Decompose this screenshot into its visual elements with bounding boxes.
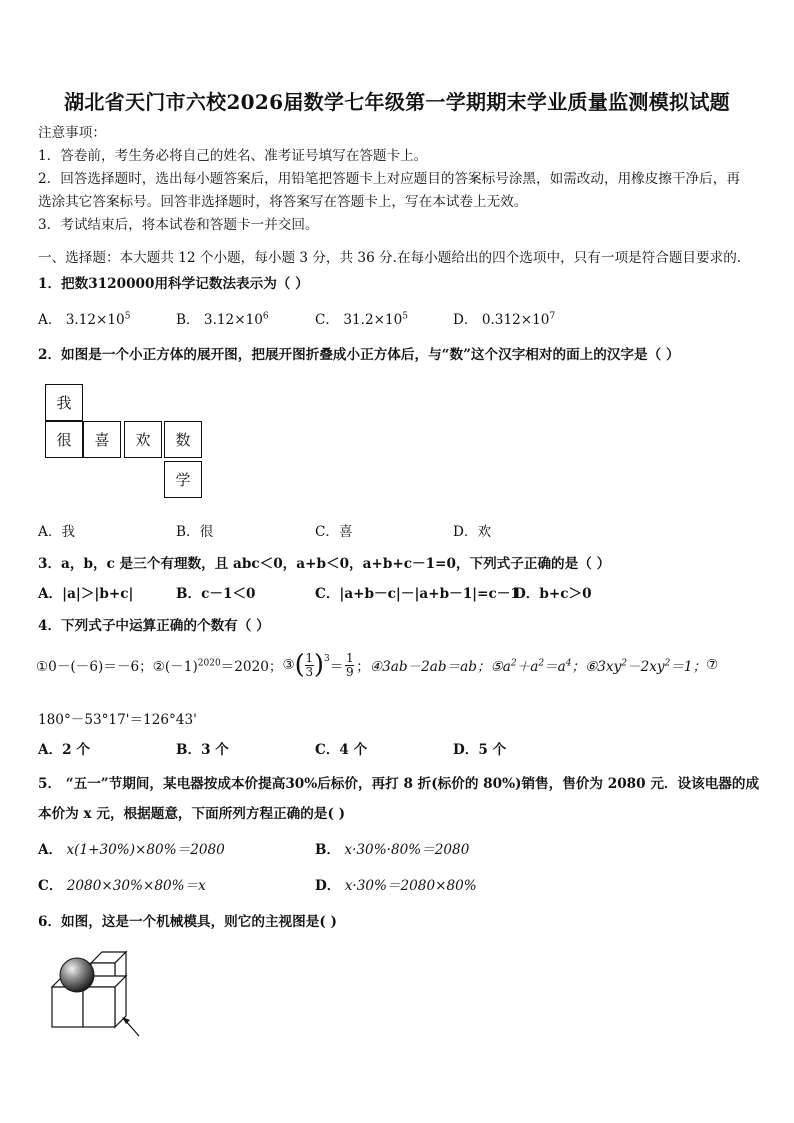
q5-stem-line-2: 本价为 x 元，根据题意，下面所列方程正确的是( ) <box>38 806 346 822</box>
option-exponent: 5 <box>124 311 131 322</box>
option-label: D． <box>315 878 341 894</box>
q5-option-b[interactable] <box>315 838 469 858</box>
q4-stem: 4．下列式子中运算正确的个数有（ ） <box>38 618 270 634</box>
q5-option-d[interactable] <box>315 874 477 894</box>
q4-option-d[interactable]: D．5 个 <box>453 742 507 758</box>
option-expr: x·30%＝2080×80% <box>344 878 477 894</box>
expr-5: $⑤a^2+a^2=a^4$； <box>490 658 586 675</box>
q3-option-a[interactable]: A．|a|＞|b+c| <box>38 586 134 602</box>
page-title: 湖北省天门市六校2026届数学七年级第一学期期末学业质量监测模拟试题 <box>64 90 730 114</box>
expr-4: ④3ab－2ab＝ab； <box>369 659 491 675</box>
q1-option-b[interactable] <box>176 308 269 328</box>
q3-option-d[interactable]: D．b+c＞0 <box>514 586 592 602</box>
notice-item-3: 3．考试结束后，将本试卷和答题卡一并交回。 <box>38 217 319 233</box>
net-cell: 很 <box>45 421 83 458</box>
option-expr: x(1+30%)×80%＝2080 <box>66 842 225 858</box>
option-exponent: 7 <box>549 311 556 322</box>
option-exponent: 6 <box>262 311 269 322</box>
q4-option-b[interactable]: B．3 个 <box>176 742 229 758</box>
expr-7: 180°－53°17'＝126°43' <box>38 712 197 728</box>
notice-heading: 注意事项： <box>38 125 106 141</box>
option-label: C． <box>315 312 339 328</box>
option-expr: 3.12×10 <box>203 312 263 328</box>
expr-1: ①0－(－6)＝－6； <box>36 659 153 675</box>
option-label: B． <box>315 842 341 858</box>
q6-stem: 6．如图，这是一个机械模具，则它的主视图是( ) <box>38 914 337 930</box>
notice-item-2: 2．回答选择题时，选出每小题答案后，用铅笔把答题卡上对应题目的答案标号涂黑，如需改动，用橡皮擦干净后，再 <box>38 171 740 187</box>
notice-item-2-cont: 选涂其它答案标号。回答非选择题时，将答案写在答题卡上，写在本试卷上无效。 <box>38 194 528 210</box>
mechanical-mold-figure <box>44 946 154 1038</box>
notice-item-1: 1．答卷前，考生务必将自己的姓名、准考证号填写在答题卡上。 <box>38 148 428 164</box>
option-label: A． <box>38 312 62 328</box>
q1-stem: 1．把数3120000用科学记数法表示为（ ） <box>38 276 309 292</box>
q2-option-d[interactable]: D．欢 <box>453 524 492 540</box>
q3-option-c[interactable]: C．|a+b－c|－|a+b－1|=c－1 <box>315 586 520 602</box>
option-label: C． <box>38 878 63 894</box>
section-heading: 一、选择题：本大题共 12 个小题，每小题 3 分，共 36 分.在每小题给出的四个选项中，只有一项是符合题目要求的. <box>38 250 742 266</box>
q2-option-a[interactable]: A．我 <box>38 524 76 540</box>
q3-stem: 3．a，b，c 是三个有理数，且 abc＜0，a+b＜0，a+b+c－1=0，下列式子正确的是（ ） <box>38 556 611 572</box>
q5-option-a[interactable] <box>38 838 225 858</box>
option-label: D． <box>453 312 478 328</box>
q4-option-c[interactable]: C．4 个 <box>315 742 368 758</box>
q4-option-a[interactable]: A．2 个 <box>38 742 90 758</box>
net-cell: 我 <box>45 384 83 421</box>
expr-6: $⑥3xy^2-2xy^2=1$； <box>585 658 707 675</box>
option-expr: 2080×30%×80%＝x <box>66 878 206 894</box>
q1-option-c[interactable] <box>315 308 408 328</box>
option-label: A． <box>38 842 63 858</box>
q4-expressions <box>36 650 718 680</box>
option-expr: 3.12×10 <box>65 312 125 328</box>
expr-7-marker: ⑦ <box>706 657 719 673</box>
option-label: B． <box>176 312 200 328</box>
q5-stem-line-1: 5． “五一”节期间，某电器按成本价提高30%后标价，再打 8 折(标价的 80%)销售，售价为 2080 元．设该电器的成 <box>38 776 760 792</box>
net-cell: 喜 <box>83 421 121 458</box>
q2-option-c[interactable]: C．喜 <box>315 524 353 540</box>
q1-option-a[interactable] <box>38 308 130 328</box>
option-expr: x·30%·80%＝2080 <box>344 842 470 858</box>
expr-2: $②(-1)^{2020}=2020$； <box>152 658 283 675</box>
net-cell: 学 <box>164 461 202 498</box>
option-expr: 0.312×10 <box>481 312 550 328</box>
q2-option-b[interactable]: B．很 <box>176 524 214 540</box>
net-cell: 欢 <box>124 421 162 458</box>
q2-stem: 2．如图是一个小正方体的展开图，把展开图折叠成小正方体后，与“数”这个汉字相对的面上的汉字是（ ） <box>38 347 680 363</box>
option-expr: 31.2×10 <box>343 312 403 328</box>
expr-3: ③ ( 1 3 ) $^3$ ＝ 1 9 ； <box>282 650 370 680</box>
net-cell: 数 <box>164 421 202 458</box>
option-exponent: 5 <box>402 311 409 322</box>
q3-option-b[interactable]: B．c－1＜0 <box>176 586 256 602</box>
q5-option-c[interactable] <box>38 874 206 894</box>
q1-option-d[interactable] <box>453 308 555 328</box>
